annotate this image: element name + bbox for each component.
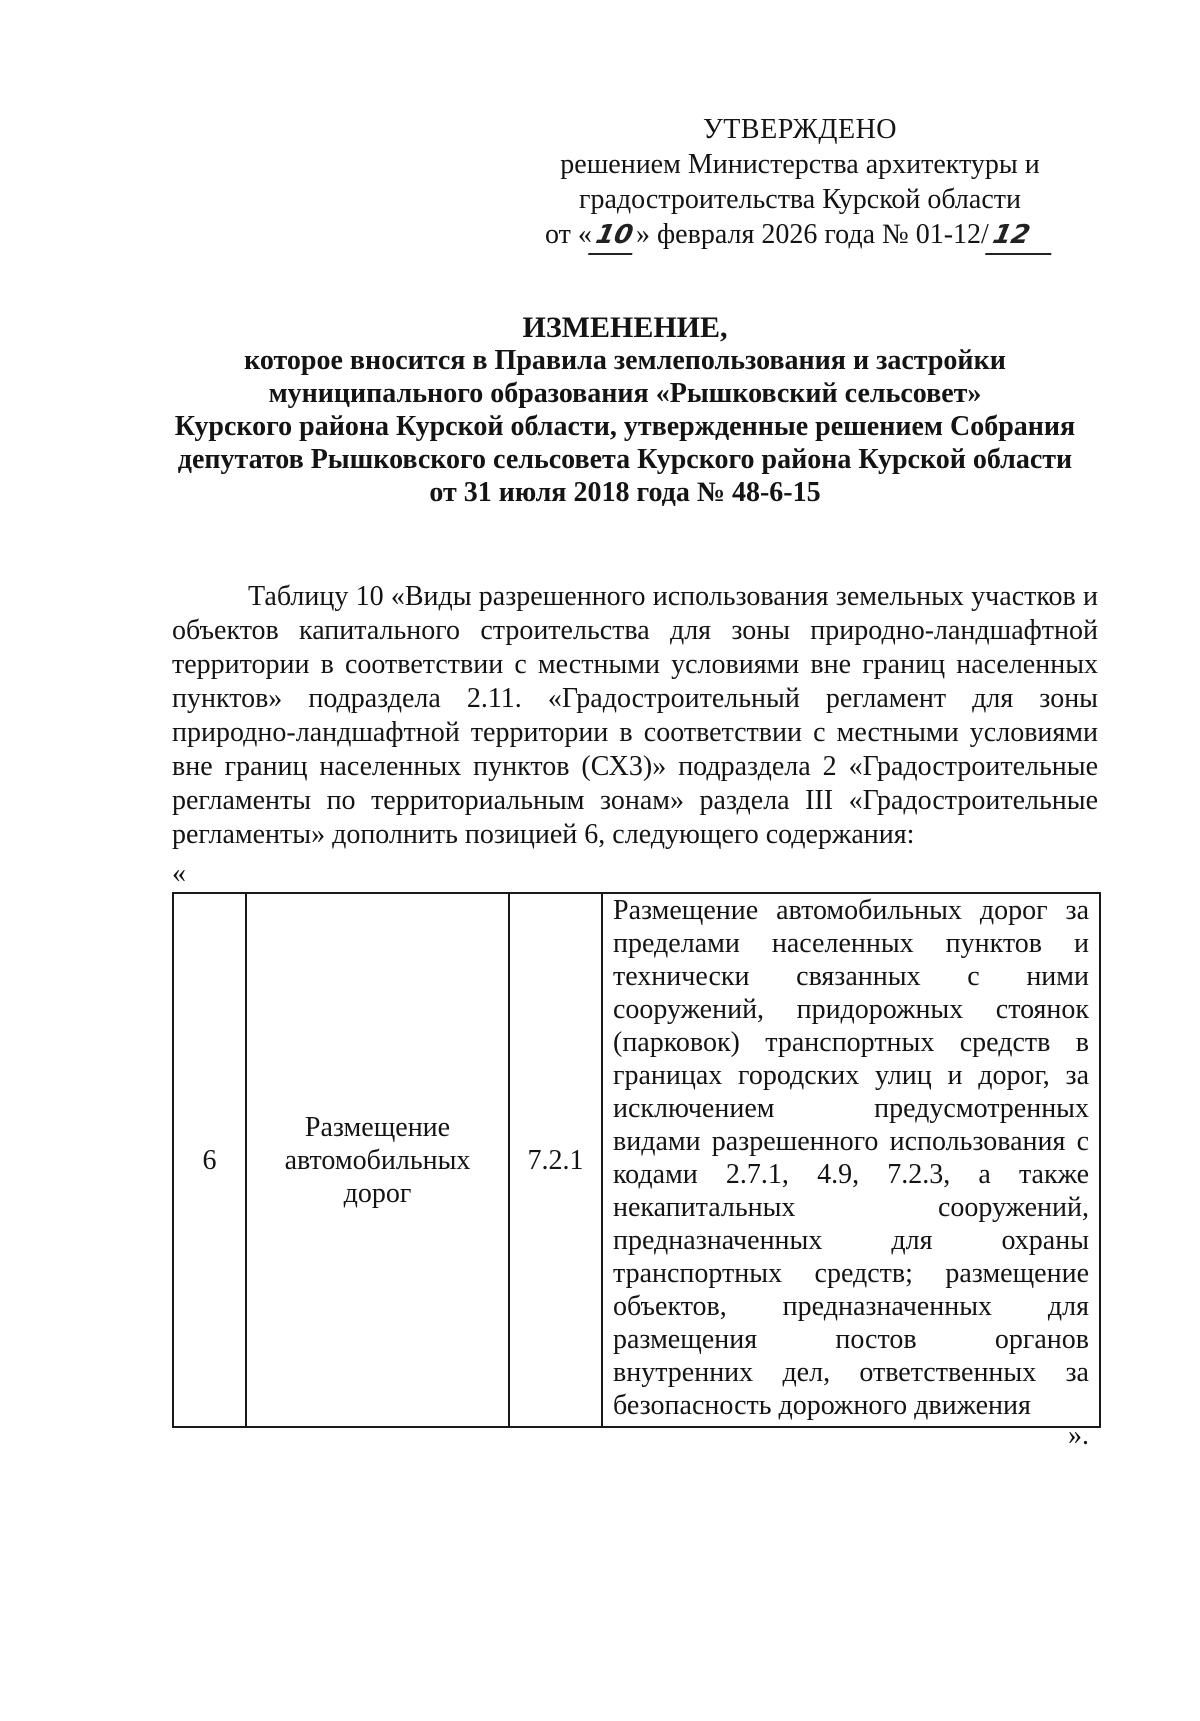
heading-line-3: Курского района Курской области, утвержденные решением Собрания [174,411,1076,442]
table-row [173,893,1100,1427]
heading-line-2: муниципального образования «Рышковский сельсовет» [268,378,982,409]
heading-line-1: которое вносится в Правила землепользования и застройки [244,345,1006,376]
approval-title: УТВЕРЖДЕНО [702,114,898,145]
quote-open: « [172,858,186,889]
cell-name-text: Размещение автомобильных дорог [284,1111,471,1209]
handwritten-day: 10 [588,218,640,255]
cell-code: 7.2.1 [509,893,602,1427]
land-use-table [172,892,1101,1428]
cell-number: 6 [173,893,246,1427]
approval-line-2: градостроительства Курской области [579,184,1021,215]
approval-date-middle: » февраля 2026 года № 01-12/ [636,219,989,250]
heading-title: ИЗМЕНЕНИЕ, [522,311,728,344]
approval-block [520,112,1080,255]
approval-date-prefix: от « [544,219,592,250]
cell-description: Размещение автомобильных дорог за пределами населенных пунктов и технически связанных с ними сооружений, придорожных стоянок (парковок) транспортных средств в границах городских улиц и дорог, за исключением предусмотренных видами разрешенного использования с кодами 2.7.1, 4.9, 7.2.3, а также некапитальных сооружений, предназначенных для охраны транспортных средств; размещение объектов, предназначенных для размещения постов органов внутренних дел, ответственных за безопасность дорожного движения [602,893,1100,1427]
handwritten-number: 12 [985,218,1059,255]
quote-close: ». [1068,1420,1089,1451]
approval-line-1: решением Министерства архитектуры и [560,149,1040,180]
heading-line-4: депутатов Рышковского сельсовета Курского района Курской области [177,444,1073,475]
body-paragraph: Таблицу 10 «Виды разрешенного использования земельных участков и объектов капитального строительства для зоны природно-ландшафтной территории в соответствии с местными условиями вне границ населенных пунктов» подраздела 2.11. «Градостроительный регламент для зоны природно-ландшафтной территории в соответствии с местными условиями вне границ населенных пунктов (СХ3)» подраздела 2 «Градостроительные регламенты по территориальным зонам» раздела III «Градостроительные регламенты» дополнить позицией 6, следующего содержания: [172,581,1098,850]
cell-name [246,893,509,1427]
document-heading [150,311,1100,509]
approval-date-line [520,217,1080,255]
heading-line-5: от 31 июля 2018 года № 48-6-15 [429,477,821,508]
